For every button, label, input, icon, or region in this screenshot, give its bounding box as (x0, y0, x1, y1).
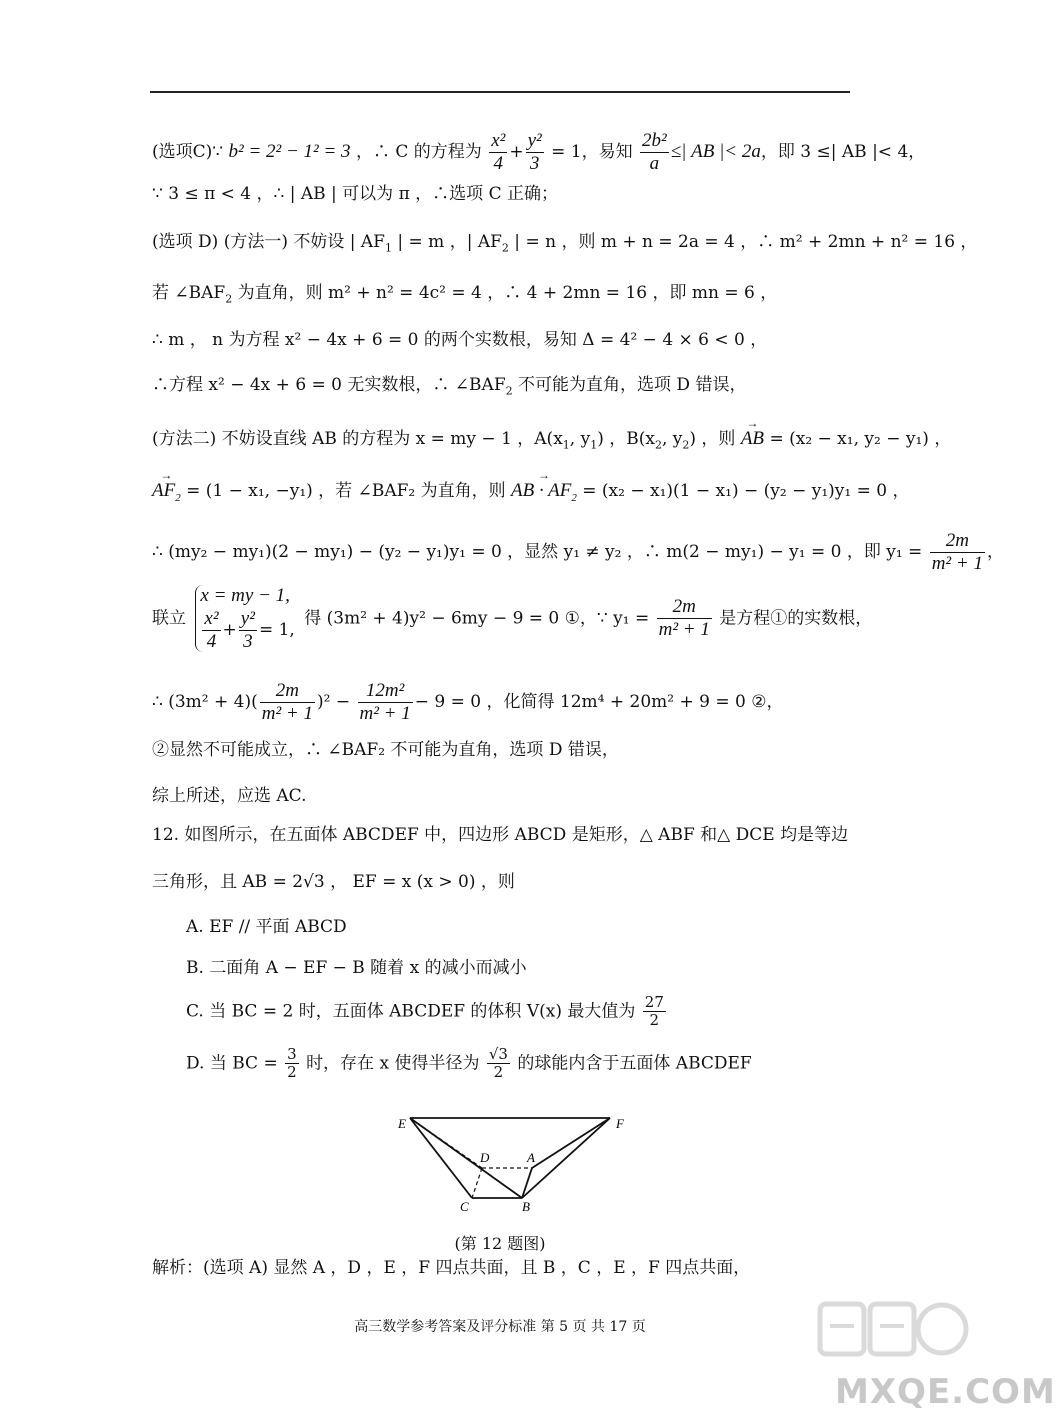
header-rule (150, 91, 850, 93)
figure-caption: (第 12 题图) (454, 1234, 546, 1253)
math-span: ≤| AB |< 2a (670, 140, 761, 162)
text-line-6: ∴方程 x² − 4x + 6 = 0 无实数根，∴ $\angle BAF_2$ 不可能为直角，选项 D 错误， (152, 375, 747, 398)
option-b: B. 二面角 A − EF − B 随着 x 的减小而减小 (186, 958, 527, 978)
text-line-10: 联立 x = my − 1, $\frac{\text{x²}}{4}$ + $\frac{\text{y²}}{3}$ = 1, 得 (3m² + 4)y² − 6my − 9 = 0 ①，∵ y₁ = $\frac{2m}{\text{m² + 1}}$ 是方程①的实数根， (152, 585, 873, 652)
fraction: $\frac{√3}{2}$ (488, 1045, 508, 1082)
text-line-2: ∵ 3 ≤ π < 4 ，∴ | AB | 可以为 π ，∴选项 C 正确； (152, 184, 558, 204)
option-c: C. 当 BC = 2 时，五面体 ABCDEF 的体积 V(x) 最大值为 $\frac{27}{2}$ (186, 993, 664, 1030)
label-e: E (398, 1116, 406, 1131)
fraction: $\frac{27}{2}$ (644, 993, 664, 1030)
fraction: $\frac{\text{x²}}{4}$ (491, 130, 506, 174)
text-line-3: (选项 D) (方法一) 不妨设 | $AF_1$ | = m ，| $AF_2$ | = n ，则 m + n = 2a = 4 ，∴ m² + 2mn + n² = 16 ， (152, 232, 978, 255)
fraction: $\frac{2m}{\text{m² + 1}}$ (261, 680, 313, 724)
pentahedron-figure (380, 1100, 630, 1215)
math-span: b² = 2² − 1² = 3 (228, 140, 351, 162)
fraction: $\frac{\text{2b²}}{a}$ (642, 130, 667, 174)
text-line-11: ∴ (3m² + 4)( $\frac{2m}{\text{m² + 1}}$ )² − $\frac{\text{12m²}}{\text{m² + 1}}$ − 9 = 0 ，化简得 12m⁴ + 20m² + 9 = 0 ②， (152, 680, 784, 724)
vector-dot-product: → AB · $AF_2$ (511, 480, 577, 505)
text-line-13: 综上所述，应选 AC. (152, 786, 307, 806)
label-b: B (522, 1199, 530, 1214)
fraction: $\frac{3}{2}$ (287, 1045, 297, 1082)
question-12-stem: 12. 如图所示，在五面体 ABCDEF 中，四边形 ABCD 是矩形，△ ABF 和△ DCE 均是等边 (152, 825, 849, 845)
text-line-4: 若 $\angle BAF_2$ 为直角，则 m² + n² = 4c² = 4 ，∴ 4 + 2mn = 16 ，即 mn = 6 ， (152, 283, 778, 306)
answer-circle-logo-icon (818, 1296, 968, 1362)
label-a: A (527, 1150, 535, 1165)
text-span: = 1，易知 (551, 141, 633, 162)
fraction: $\frac{2m}{\text{m² + 1}}$ (658, 596, 710, 641)
text-span: ，即 3 ≤| AB |< 4， (760, 141, 926, 162)
fraction: $\frac{\text{12m²}}{\text{m² + 1}}$ (359, 680, 411, 724)
question-12-stem-2: 三角形，且 AB = 2√3 ， EF = x (x > 0) ，则 (152, 872, 515, 892)
text-span: ，∴ C 的方程为 (355, 141, 482, 162)
fraction: $\frac{2m}{\text{m² + 1}}$ (931, 530, 983, 574)
option-d: D. 当 BC = $\frac{3}{2}$ 时，存在 x 使得半径为 $\frac{√3}{2}$ 的球能内含于五面体 ABCDEF (186, 1045, 752, 1082)
watermark-text: MXQE.COM (835, 1372, 1056, 1412)
analysis-line: 解析：(选项 A) 显然 A ，D ，E ，F 四点共面，且 B ，C ，E ，F 四点共面， (152, 1258, 751, 1278)
label-d: D (480, 1150, 490, 1165)
text-span: (选项C)∵ (152, 141, 224, 162)
vector-ab: → AB (741, 428, 764, 451)
text-line-12: ②显然不可能成立，∴ ∠BAF₂ 不可能为直角，选项 D 错误， (152, 740, 619, 760)
equation-system: x = my − 1, $\frac{\text{x²}}{4}$ + $\frac{\text{y²}}{3}$ = 1, (195, 585, 294, 652)
text-line-5: ∴ m ， n 为方程 x² − 4x + 6 = 0 的两个实数根，易知 Δ = 4² − 4 × 6 < 0 ， (152, 330, 768, 350)
text-line-9: ∴ (my₂ − my₁)(2 − my₁) − (y₂ − y₁)y₁ = 0 ，显然 y₁ ≠ y₂ ，∴ m(2 − my₁) − y₁ = 0 ，即 y₁ = $\frac{2m}{\text{m² + 1}}$ ， (152, 530, 1004, 574)
vector-af2: → $AF_2$ (152, 480, 181, 505)
fraction: $\frac{\text{y²}}{3}$ (527, 130, 542, 174)
label-c: C (460, 1199, 469, 1214)
option-a: A. EF // 平面 ABCD (186, 917, 347, 937)
text-line-1: (选项C)∵ b² = 2² − 1² = 3 ，∴ C 的方程为 $\frac{\text{x²}}{4}$ + $\frac{\text{y²}}{3}$ = 1，易知 $\frac{\text{2b²}}{a}$ ≤| AB |< 2a，即 3 ≤| AB |< 4， (152, 130, 926, 174)
text-line-7: (方法二) 不妨设直线 AB 的方程为 x = my − 1 ，$A(x_1$, $y_1$) ，$B(x_2$, $y_2$) ，则 → AB = (x₂ − x₁, y₂ − y₁) ， (152, 428, 951, 452)
label-f: F (616, 1116, 624, 1131)
text-line-8: → $AF_2 = (1 - x_1$, −y₁) ，若 ∠BAF₂ 为直角，则 → AB · $AF_2 = (x_2 - x_1)(1 - x_1) - (y_2 - y_1)y_1 = 0$ ， (152, 480, 909, 505)
page-footer: 高三数学参考答案及评分标准 第 5 页 共 17 页 (354, 1319, 646, 1335)
